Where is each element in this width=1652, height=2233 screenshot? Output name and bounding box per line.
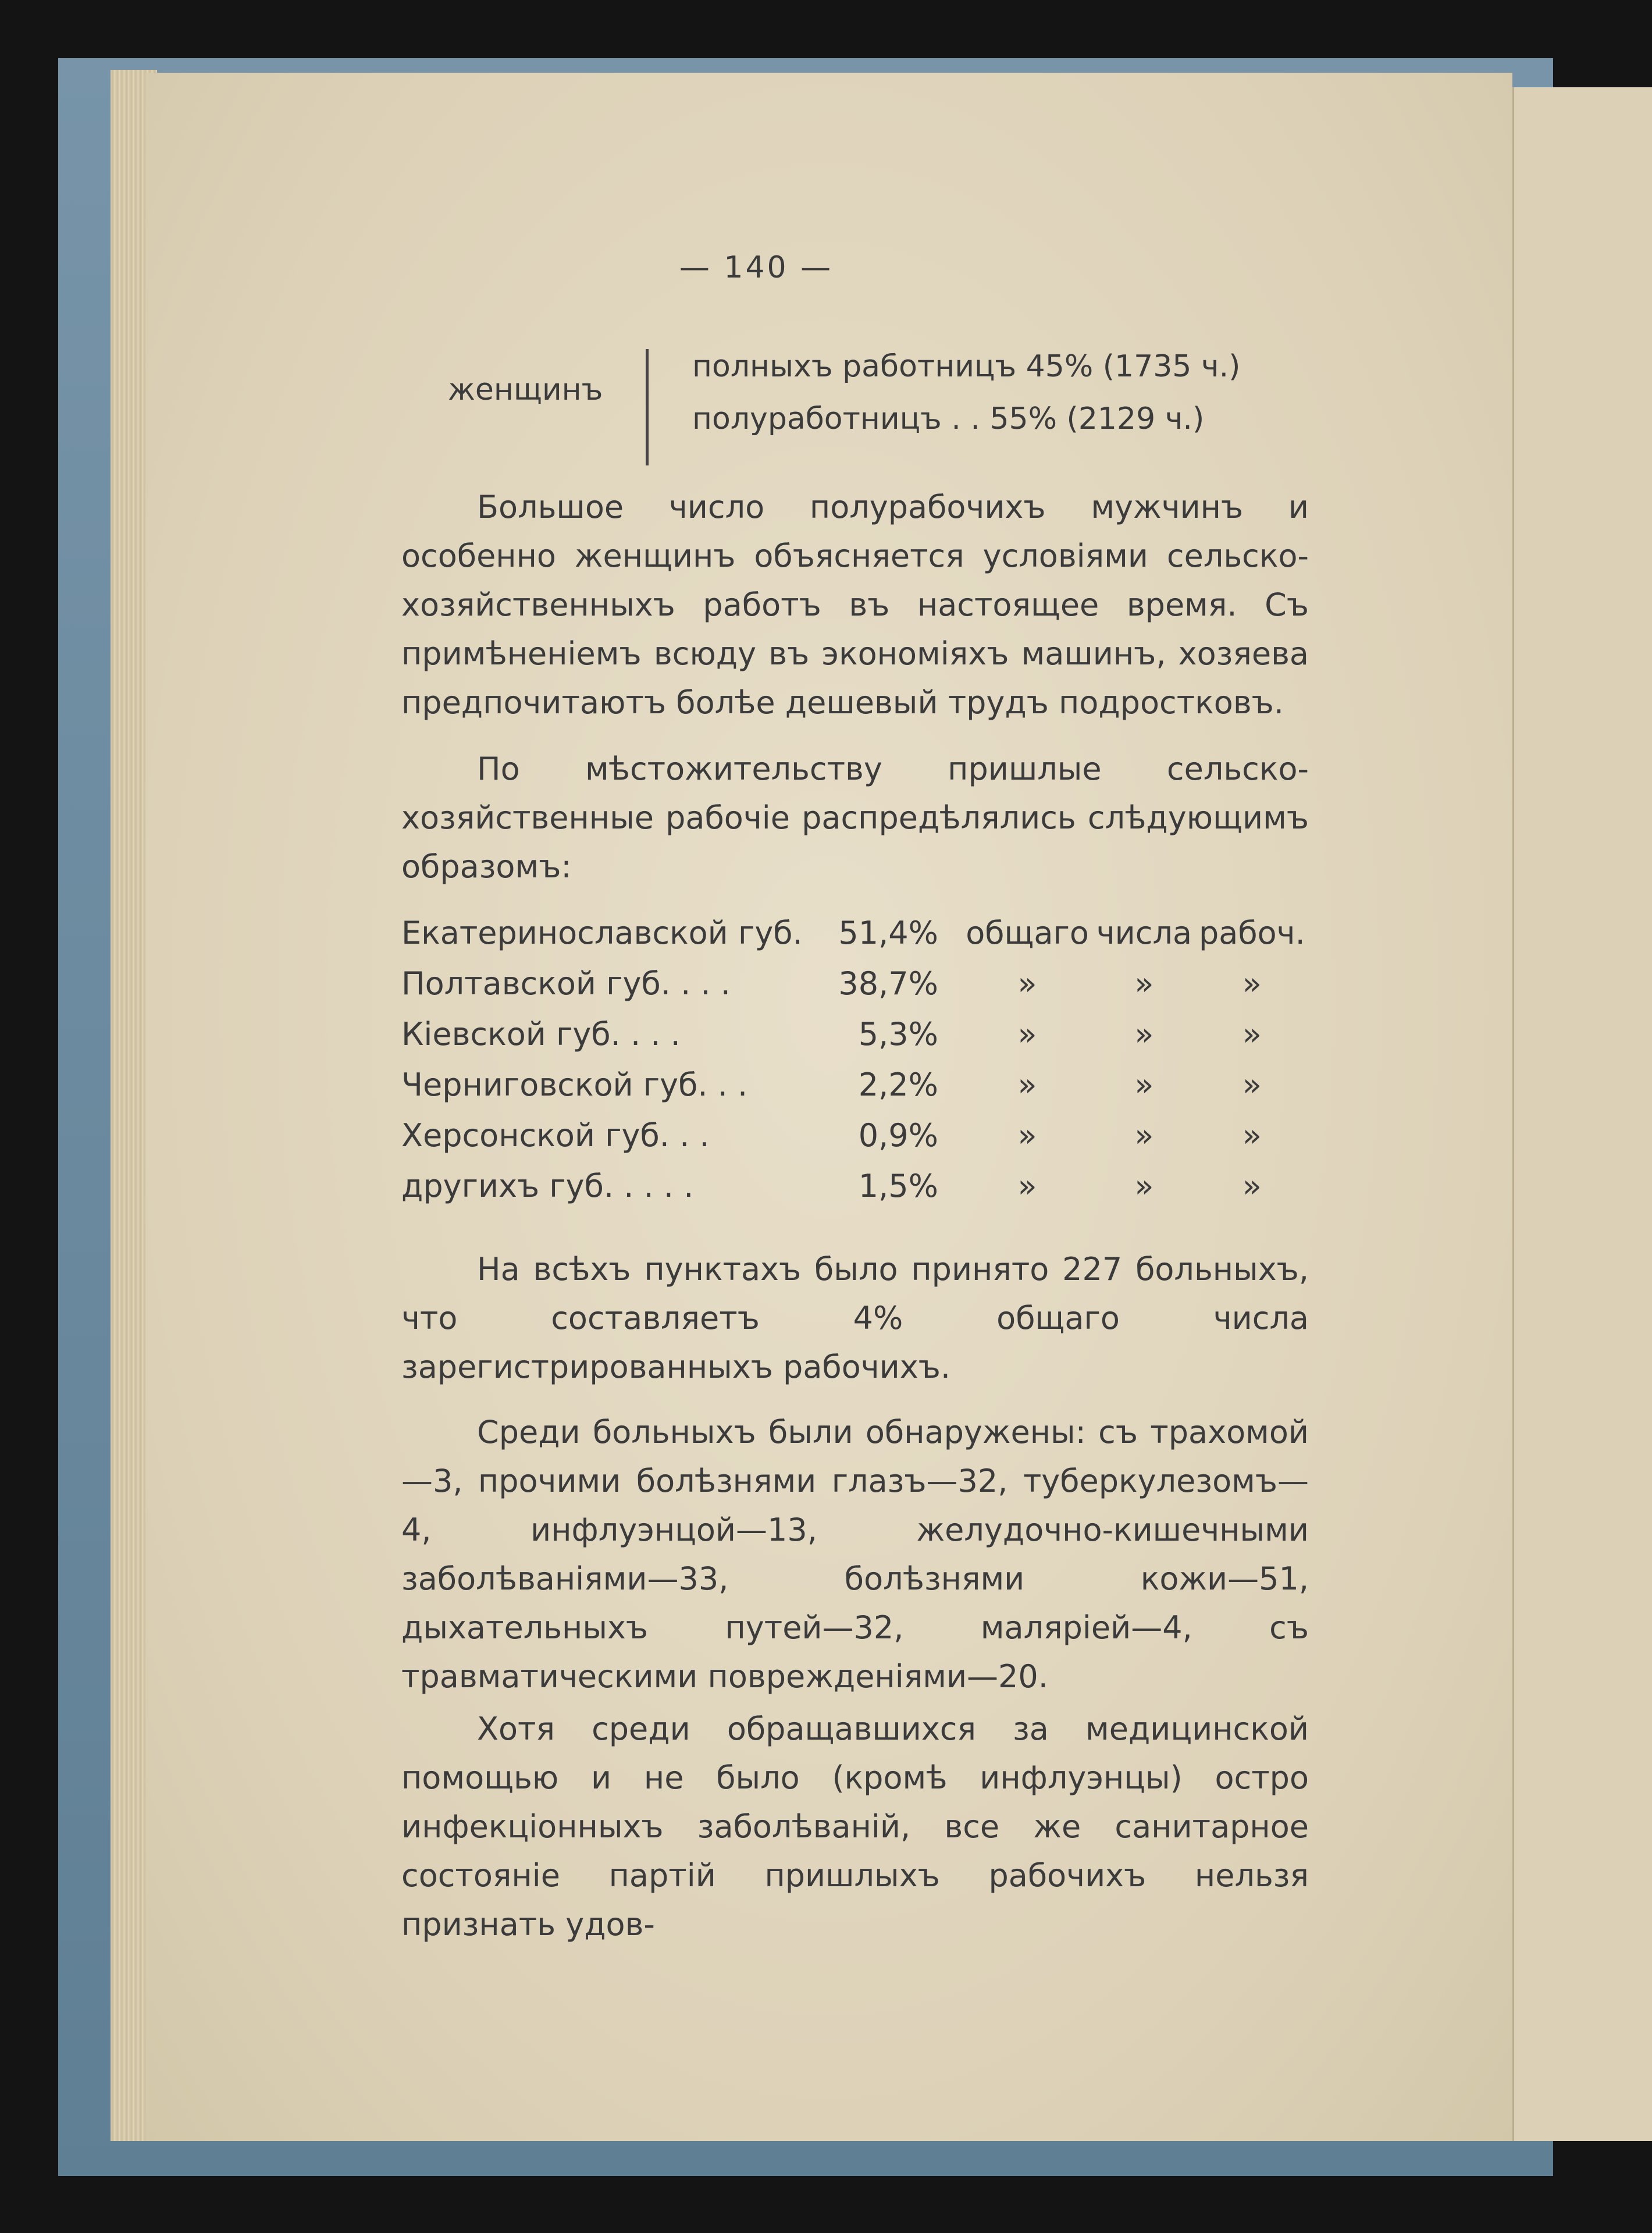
percent-cell: 0,9% [858, 1117, 938, 1154]
table-row [401, 908, 1309, 958]
percent-cell: 2,2% [858, 1066, 938, 1103]
paragraph-text: Среди больныхъ были обнаружены: съ трахомой—3, прочими болѣзнями глазъ—32, туберкулезомъ—4, инфлуэнцой—13, желудочно-кишечными заболѣваніями—33, болѣзнями кожи—51, дыхательныхъ путей—32, малярiей—4, съ травматическими поврежденіями—20. [401, 1414, 1309, 1695]
col-3-cell: » [1242, 1066, 1262, 1103]
paragraph-3 [401, 1245, 1309, 1392]
brace [646, 349, 654, 465]
percent-cell: 38,7% [838, 965, 938, 1002]
col-2-cell: » [1134, 1016, 1154, 1053]
region-cell: Полтавской губ. . . . [401, 965, 731, 1002]
col-3-cell: » [1242, 1016, 1262, 1053]
paragraph-text: Хотя среди обращавшихся за медицинской помощью и не было (кромѣ инфлуэнцы) остро инфекціонныхъ заболѣваній, все же санитарное состояніе партій пришлыхъ рабочихъ нельзя признать удов- [401, 1711, 1309, 1943]
percent-cell: 5,3% [858, 1016, 938, 1053]
percent-cell: 1,5% [858, 1168, 938, 1204]
table-row [401, 1110, 1309, 1161]
col-1-cell: » [1017, 965, 1037, 1002]
paragraph-text: Большое число полурабочихъ мужчинъ и особенно женщинъ объясняется условіями сельско-хозяйственныхъ работъ въ настоящее время. Съ примѣненіемъ всюду въ экономіяхъ машинъ, хозяева предпочитаютъ болѣе дешевый трудъ подростковъ. [401, 489, 1309, 721]
region-cell: Кіевской губ. . . . [401, 1016, 681, 1053]
table-row [401, 1009, 1309, 1059]
table-row [401, 1161, 1309, 1211]
col-3-cell: рабоч. [1198, 915, 1305, 951]
women-label: женщинъ [448, 372, 603, 407]
table-row [401, 1059, 1309, 1110]
col-1-cell: » [1017, 1016, 1037, 1053]
col-1-cell: общаго [966, 915, 1089, 951]
col-2-cell: » [1134, 1066, 1154, 1103]
paragraph-text: На всѣхъ пунктахъ было принято 227 больныхъ, что составляетъ 4% общаго числа зарегистрированныхъ рабочихъ. [401, 1251, 1309, 1385]
region-cell: Херсонской губ. . . [401, 1117, 710, 1154]
paragraph-text: По мѣстожительству пришлые сельско-хозяйственные рабочіе распредѣлялись слѣдующимъ образомъ: [401, 751, 1309, 885]
col-3-cell: » [1242, 1117, 1262, 1154]
col-1-cell: » [1017, 1117, 1037, 1154]
next-page-edge [1512, 87, 1652, 2141]
region-cell: Черниговской губ. . . [401, 1066, 748, 1103]
table-row [401, 958, 1309, 1009]
paragraph-4 [401, 1408, 1309, 1701]
paragraph-1 [401, 483, 1309, 727]
full-workers-line: полныхъ работницъ 45% (1735 ч.) [692, 349, 1241, 384]
col-3-cell: » [1242, 1168, 1262, 1204]
region-cell: другихъ губ. . . . . [401, 1168, 694, 1204]
col-1-cell: » [1017, 1168, 1037, 1204]
half-workers-line: полуработницъ . . 55% (2129 ч.) [692, 401, 1205, 436]
col-3-cell: » [1242, 965, 1262, 1002]
col-2-cell: » [1134, 1168, 1154, 1204]
percent-cell: 51,4% [838, 915, 938, 951]
col-1-cell: » [1017, 1066, 1037, 1103]
region-cell: Екатеринославской губ. [401, 915, 803, 951]
paragraph-5 [401, 1705, 1309, 1949]
col-2-cell: числа [1096, 915, 1192, 951]
col-2-cell: » [1134, 1117, 1154, 1154]
page-number: — 140 — [679, 250, 834, 285]
col-2-cell: » [1134, 965, 1154, 1002]
residence-table [401, 908, 1309, 1211]
paragraph-2 [401, 745, 1309, 891]
